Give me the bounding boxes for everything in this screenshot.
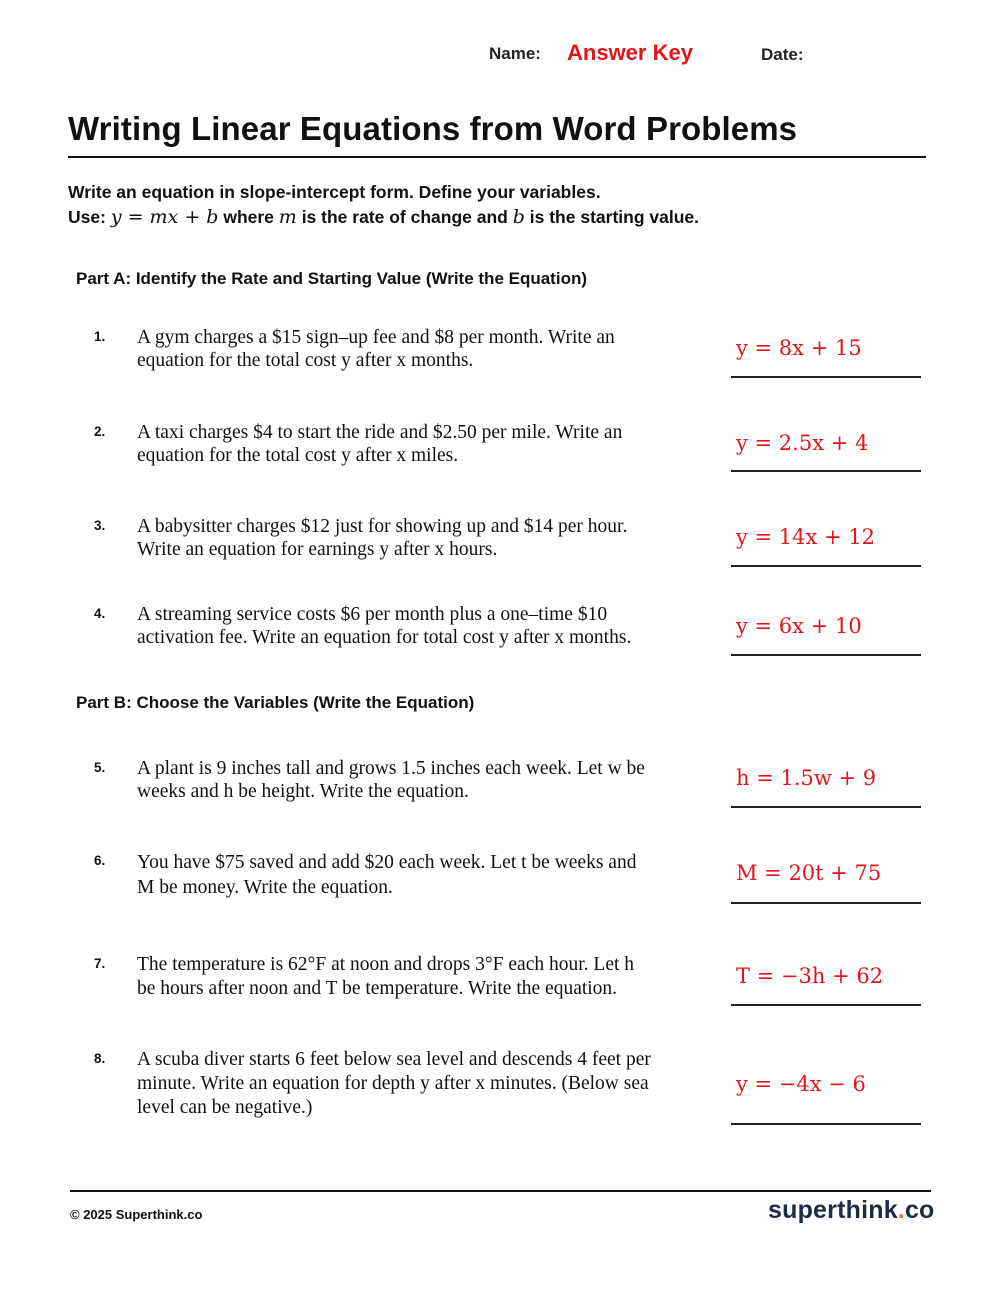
question-4 [0,603,1000,683]
question-line: A gym charges a $15 sign–up fee and $8 per month. Write an [137,327,615,348]
question-text [137,757,697,803]
question-line: Write an equation for earnings y after x hours. [137,539,498,560]
question-line: The temperature is 62°F at noon and drops 3°F each hour. Let h [137,954,635,975]
question-line: be hours after noon and T be temperature. Write the equation. [137,978,618,999]
answer-text[interactable]: y = 8x + 15 [736,336,862,360]
brand-logo [768,1196,935,1225]
question-text [137,515,697,561]
b-description: is the starting value. [529,207,699,227]
answer-line [731,806,921,808]
question-text [137,603,697,649]
question-7 [0,953,1000,1033]
question-line: weeks and h be height. Write the equation. [137,781,469,802]
footer-divider [70,1190,931,1192]
question-5 [0,757,1000,837]
question-number: 8. [94,1051,106,1066]
question-8 [0,1048,1000,1138]
question-6 [0,850,1000,930]
instruction-line-2 [68,206,699,228]
m-description: is the rate of change and [301,207,508,227]
brand-tld: co [904,1196,935,1224]
answer-text[interactable]: y = 14x + 12 [736,525,876,549]
question-line: A scuba diver starts 6 feet below sea level and descends 4 feet per [137,1049,651,1070]
question-text [137,953,697,1001]
question-text [137,1048,697,1120]
question-line: equation for the total cost y after x months. [137,350,474,371]
part-b-title: Part B: Choose the Variables (Write the Equation) [76,693,475,712]
question-line: equation for the total cost y after x miles. [137,445,459,466]
question-2 [0,421,1000,501]
page-title: Writing Linear Equations from Word Problems [68,110,798,147]
title-divider [68,156,926,158]
answer-line [731,565,921,567]
answer-text[interactable]: y = −4x − 6 [736,1072,866,1096]
answer-text[interactable]: h = 1.5w + 9 [736,766,877,790]
formula: y = mx + b [110,206,219,228]
answer-text[interactable]: T = −3h + 62 [736,964,884,988]
answer-line [731,902,921,904]
answer-text[interactable]: y = 6x + 10 [736,614,862,638]
answer-line [731,470,921,472]
question-line: minute. Write an equation for depth y after x minutes. (Below sea [137,1073,649,1094]
question-3 [0,515,1000,595]
question-text [137,326,697,372]
question-number: 3. [94,518,106,533]
question-line: A streaming service costs $6 per month plus a one–time $10 [137,604,608,625]
question-number: 4. [94,606,106,621]
question-line: A taxi charges $4 to start the ride and $2.50 per mile. Write an [137,422,623,443]
answer-line [731,1004,921,1006]
answer-line [731,1123,921,1125]
b-symbol: b [512,206,525,228]
answer-text[interactable]: y = 2.5x + 4 [736,431,869,455]
name-label: Name: [489,44,541,63]
question-line: M be money. Write the equation. [137,877,393,898]
question-text [137,421,697,467]
use-label: Use: [68,207,106,227]
brand-name: superthink [768,1196,898,1224]
question-line: level can be negative.) [137,1097,313,1118]
m-symbol: m [278,206,297,228]
question-number: 5. [94,760,106,775]
brand-dot: . [897,1196,905,1224]
question-line: A babysitter charges $12 just for showing up and $14 per hour. [137,516,628,537]
name-value[interactable]: Answer Key [567,40,693,65]
instruction-line-1: Write an equation in slope-intercept form. Define your variables. [68,182,601,202]
question-number: 7. [94,956,106,971]
where-text: where [223,207,274,227]
question-1 [0,326,1000,406]
date-label: Date: [761,45,804,64]
question-number: 6. [94,853,106,868]
copyright: © 2025 Superthink.co [70,1207,203,1222]
answer-text[interactable]: M = 20t + 75 [736,861,882,885]
question-number: 1. [94,329,106,344]
answer-line [731,376,921,378]
question-line: You have $75 saved and add $20 each week. Let t be weeks and [137,852,637,873]
question-number: 2. [94,424,106,439]
question-line: activation fee. Write an equation for total cost y after x months. [137,627,632,648]
part-a-title: Part A: Identify the Rate and Starting Value (Write the Equation) [76,269,587,288]
answer-line [731,654,921,656]
question-text [137,850,697,900]
question-line: A plant is 9 inches tall and grows 1.5 inches each week. Let w be [137,758,645,779]
